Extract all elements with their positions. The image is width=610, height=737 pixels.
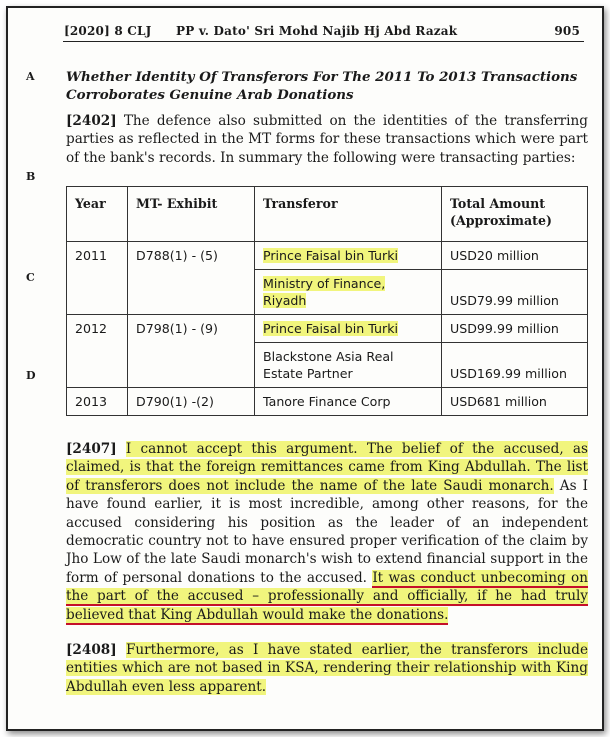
table-row — [67, 315, 588, 343]
header-amount-line1: Total Amount — [450, 196, 546, 211]
citation: [2020] 8 CLJ — [64, 24, 152, 38]
header-transferor: Transferor — [255, 187, 442, 242]
cell-transferor: Blackstone Asia Real Estate Partner — [255, 343, 442, 388]
table-row — [67, 242, 588, 270]
cell-transferor — [255, 242, 442, 270]
cell-amount: USD20 million — [442, 242, 588, 270]
section-heading: Whether Identity Of Transferors For The 2011 To 2013 Transactions Corroborates Genuine Arab Donations — [66, 69, 578, 103]
transferor-table — [66, 186, 588, 416]
paragraph-text: As I have found earlier, it is most incredible, among other reasons, for the accused considering his position as the leader of an independent democratic country not to have ensured proper verification of the claim by Jho Low of the late Saudi monarch's wish to extend financial support in the form of personal donations to the accused. — [66, 477, 588, 586]
paragraph-number: [2407] — [66, 441, 117, 457]
highlighted-passage: I cannot accept this argument. The belief of the accused, as claimed, is that the foreign remittances came from King Abdullah. The list of transferors does not include the name of the late Saudi monarch. — [66, 441, 588, 494]
margin-letter-c: C — [26, 271, 35, 284]
highlighted-transferor: Prince Faisal bin Turki — [263, 248, 398, 263]
header-amount — [442, 187, 588, 242]
cell-year: 2013 — [67, 388, 128, 416]
cell-amount: USD681 million — [442, 388, 588, 416]
margin-letter-b: B — [26, 170, 36, 183]
case-title: PP v. Dato' Sri Mohd Najib Hj Abd Razak — [176, 24, 458, 38]
cell-transferor — [255, 270, 442, 315]
cell-transferor — [255, 315, 442, 343]
highlighted-transferor-cont: Riyadh — [263, 293, 307, 308]
header-exhibit: MT- Exhibit — [128, 187, 255, 242]
document-page — [6, 6, 604, 731]
header-rule — [63, 41, 584, 42]
cell-exhibit: D798(1) - (9) — [128, 315, 255, 388]
cell-transferor: Tanore Finance Corp — [255, 388, 442, 416]
table-header-row — [67, 187, 588, 242]
paragraph-text: The defence also submitted on the identities of the transferring parties as reflected in the MT forms for these transactions which were part of the bank's records. In summary the following were transacting parties: — [66, 113, 588, 166]
cell-exhibit: D790(1) -(2) — [128, 388, 255, 416]
margin-letter-d: D — [26, 369, 36, 382]
paragraph-2402 — [66, 112, 588, 167]
paragraph-2408 — [66, 641, 588, 696]
highlighted-transferor: Ministry of Finance, — [263, 276, 386, 291]
highlighted-transferor: Prince Faisal bin Turki — [263, 321, 398, 336]
cell-year: 2012 — [67, 315, 128, 388]
highlighted-underlined-passage: It was conduct unbecoming on the part of the accused – professionally and officially, if he had truly believed that King Abdullah would make the donations. — [66, 569, 588, 623]
cell-amount: USD99.99 million — [442, 315, 588, 343]
header-year: Year — [67, 187, 128, 242]
cell-amount: USD79.99 million — [442, 270, 588, 315]
paragraph-2407 — [66, 440, 588, 624]
cell-exhibit: D788(1) - (5) — [128, 242, 255, 315]
paragraph-number: [2408] — [66, 642, 117, 658]
table-row — [67, 388, 588, 416]
highlighted-passage: Furthermore, as I have stated earlier, the transferors include entities which are not based in KSA, rendering their relationship with King Abdullah even less apparent. — [66, 642, 589, 695]
cell-amount: USD169.99 million — [442, 343, 588, 388]
paragraph-number: [2402] — [66, 113, 117, 129]
page-number: 905 — [554, 24, 580, 38]
cell-year: 2011 — [67, 242, 128, 315]
margin-letter-a: A — [26, 70, 35, 83]
header-amount-line2: (Approximate) — [450, 213, 552, 228]
